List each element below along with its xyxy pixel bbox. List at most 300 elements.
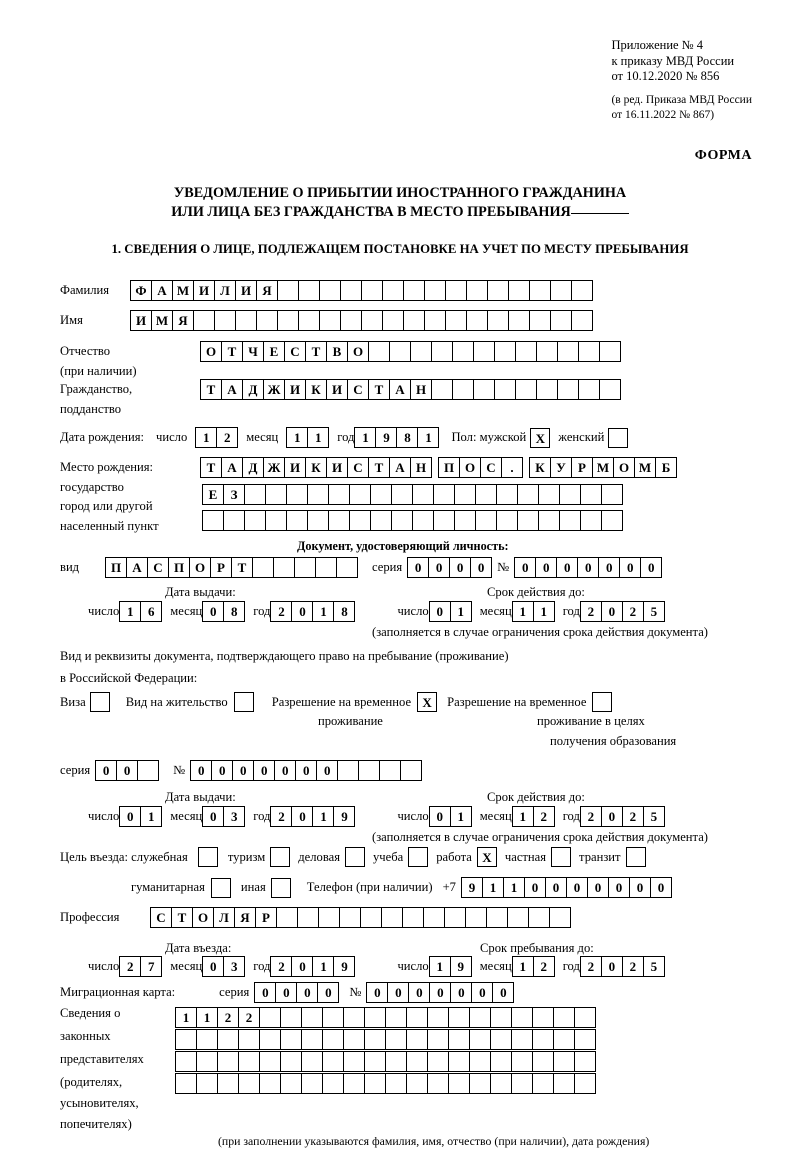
char-cell[interactable] bbox=[406, 1051, 428, 1072]
char-cell[interactable] bbox=[538, 484, 560, 505]
char-cell[interactable] bbox=[403, 310, 425, 331]
char-cell[interactable]: 8 bbox=[333, 601, 355, 622]
char-cell[interactable] bbox=[431, 341, 453, 362]
char-cell[interactable]: 0 bbox=[317, 982, 339, 1003]
char-cell[interactable] bbox=[301, 1073, 323, 1094]
char-cell[interactable] bbox=[466, 310, 488, 331]
char-cell[interactable]: П bbox=[105, 557, 127, 578]
char-cell[interactable]: 1 bbox=[196, 1007, 218, 1028]
permit-issue-year-input[interactable] bbox=[270, 806, 355, 827]
char-cell[interactable]: А bbox=[151, 280, 173, 301]
name-input[interactable] bbox=[130, 310, 593, 331]
char-cell[interactable] bbox=[508, 310, 530, 331]
char-cell[interactable]: У bbox=[550, 457, 572, 478]
char-cell[interactable]: 2 bbox=[580, 806, 602, 827]
birthplace-city-part1-input[interactable] bbox=[438, 457, 523, 478]
char-cell[interactable] bbox=[444, 907, 466, 928]
char-cell[interactable] bbox=[490, 1051, 512, 1072]
char-cell[interactable] bbox=[559, 510, 581, 531]
permit-valid-day-input[interactable] bbox=[429, 806, 472, 827]
char-cell[interactable]: Л bbox=[214, 280, 236, 301]
permit-valid-month-input[interactable] bbox=[512, 806, 555, 827]
char-cell[interactable]: 0 bbox=[492, 982, 514, 1003]
char-cell[interactable]: 2 bbox=[270, 956, 292, 977]
char-cell[interactable] bbox=[574, 1029, 596, 1050]
char-cell[interactable] bbox=[532, 1073, 554, 1094]
char-cell[interactable]: К bbox=[529, 457, 551, 478]
char-cell[interactable]: И bbox=[193, 280, 215, 301]
char-cell[interactable] bbox=[469, 1051, 491, 1072]
char-cell[interactable] bbox=[578, 379, 600, 400]
stay-month-input[interactable] bbox=[512, 956, 555, 977]
char-cell[interactable] bbox=[382, 310, 404, 331]
char-cell[interactable]: 1 bbox=[512, 956, 534, 977]
char-cell[interactable]: Т bbox=[221, 341, 243, 362]
purpose-private-checkbox[interactable] bbox=[551, 847, 571, 867]
char-cell[interactable] bbox=[580, 484, 602, 505]
char-cell[interactable] bbox=[391, 510, 413, 531]
char-cell[interactable]: А bbox=[221, 457, 243, 478]
char-cell[interactable]: 7 bbox=[140, 956, 162, 977]
char-cell[interactable]: 1 bbox=[417, 427, 439, 448]
char-cell[interactable] bbox=[319, 280, 341, 301]
char-cell[interactable] bbox=[454, 484, 476, 505]
char-cell[interactable]: 0 bbox=[296, 982, 318, 1003]
char-cell[interactable]: 0 bbox=[640, 557, 662, 578]
char-cell[interactable] bbox=[406, 1029, 428, 1050]
char-cell[interactable] bbox=[385, 1029, 407, 1050]
char-cell[interactable] bbox=[307, 484, 329, 505]
char-cell[interactable]: И bbox=[130, 310, 152, 331]
char-cell[interactable] bbox=[265, 484, 287, 505]
char-cell[interactable] bbox=[529, 310, 551, 331]
char-cell[interactable] bbox=[494, 341, 516, 362]
purpose-other-checkbox[interactable] bbox=[271, 878, 291, 898]
char-cell[interactable]: Д bbox=[242, 379, 264, 400]
char-cell[interactable]: 1 bbox=[307, 427, 329, 448]
phone-input[interactable] bbox=[461, 877, 672, 898]
char-cell[interactable]: 0 bbox=[291, 601, 313, 622]
char-cell[interactable] bbox=[508, 280, 530, 301]
birth-year-input[interactable] bbox=[354, 427, 439, 448]
char-cell[interactable] bbox=[601, 510, 623, 531]
char-cell[interactable]: 2 bbox=[216, 427, 238, 448]
char-cell[interactable] bbox=[490, 1007, 512, 1028]
char-cell[interactable] bbox=[515, 341, 537, 362]
char-cell[interactable] bbox=[259, 1073, 281, 1094]
char-cell[interactable] bbox=[400, 760, 422, 781]
char-cell[interactable]: Б bbox=[655, 457, 677, 478]
char-cell[interactable]: 2 bbox=[270, 601, 292, 622]
doc-valid-day-input[interactable] bbox=[429, 601, 472, 622]
char-cell[interactable] bbox=[382, 280, 404, 301]
permit-series-input[interactable] bbox=[95, 760, 159, 781]
char-cell[interactable] bbox=[343, 1029, 365, 1050]
char-cell[interactable]: 1 bbox=[450, 601, 472, 622]
char-cell[interactable] bbox=[301, 1051, 323, 1072]
char-cell[interactable] bbox=[599, 379, 621, 400]
char-cell[interactable] bbox=[557, 341, 579, 362]
purpose-business-checkbox[interactable] bbox=[345, 847, 365, 867]
char-cell[interactable]: 3 bbox=[223, 956, 245, 977]
char-cell[interactable]: Я bbox=[234, 907, 256, 928]
char-cell[interactable] bbox=[433, 510, 455, 531]
char-cell[interactable] bbox=[549, 907, 571, 928]
char-cell[interactable] bbox=[297, 907, 319, 928]
char-cell[interactable] bbox=[406, 1007, 428, 1028]
char-cell[interactable]: М bbox=[151, 310, 173, 331]
char-cell[interactable]: 1 bbox=[312, 806, 334, 827]
char-cell[interactable] bbox=[578, 341, 600, 362]
char-cell[interactable]: 5 bbox=[643, 601, 665, 622]
char-cell[interactable]: 2 bbox=[533, 956, 555, 977]
char-cell[interactable]: О bbox=[459, 457, 481, 478]
legal-rep-line3-input[interactable] bbox=[175, 1051, 596, 1072]
char-cell[interactable] bbox=[452, 341, 474, 362]
char-cell[interactable] bbox=[487, 310, 509, 331]
char-cell[interactable] bbox=[469, 1007, 491, 1028]
char-cell[interactable] bbox=[238, 1073, 260, 1094]
char-cell[interactable]: 1 bbox=[140, 806, 162, 827]
char-cell[interactable] bbox=[343, 1051, 365, 1072]
char-cell[interactable] bbox=[265, 510, 287, 531]
char-cell[interactable]: 8 bbox=[396, 427, 418, 448]
char-cell[interactable] bbox=[532, 1051, 554, 1072]
doc-kind-input[interactable] bbox=[105, 557, 358, 578]
char-cell[interactable] bbox=[364, 1073, 386, 1094]
char-cell[interactable] bbox=[337, 760, 359, 781]
entry-year-input[interactable] bbox=[270, 956, 355, 977]
char-cell[interactable]: 0 bbox=[514, 557, 536, 578]
char-cell[interactable]: К bbox=[305, 457, 327, 478]
char-cell[interactable]: О bbox=[347, 341, 369, 362]
char-cell[interactable] bbox=[529, 280, 551, 301]
char-cell[interactable]: Д bbox=[242, 457, 264, 478]
char-cell[interactable]: 0 bbox=[202, 806, 224, 827]
char-cell[interactable]: 0 bbox=[407, 557, 429, 578]
char-cell[interactable] bbox=[511, 1029, 533, 1050]
char-cell[interactable]: 1 bbox=[312, 601, 334, 622]
char-cell[interactable]: А bbox=[389, 457, 411, 478]
char-cell[interactable] bbox=[340, 280, 362, 301]
char-cell[interactable] bbox=[301, 1007, 323, 1028]
char-cell[interactable]: 1 bbox=[175, 1007, 197, 1028]
char-cell[interactable] bbox=[364, 1007, 386, 1028]
doc-valid-year-input[interactable] bbox=[580, 601, 665, 622]
doc-number-input[interactable] bbox=[514, 557, 662, 578]
char-cell[interactable]: 9 bbox=[333, 806, 355, 827]
char-cell[interactable] bbox=[379, 760, 401, 781]
char-cell[interactable]: 2 bbox=[217, 1007, 239, 1028]
legal-rep-line4-input[interactable] bbox=[175, 1073, 596, 1094]
char-cell[interactable]: 0 bbox=[274, 760, 296, 781]
char-cell[interactable]: М bbox=[172, 280, 194, 301]
char-cell[interactable]: Т bbox=[305, 341, 327, 362]
char-cell[interactable] bbox=[286, 484, 308, 505]
char-cell[interactable] bbox=[445, 280, 467, 301]
char-cell[interactable] bbox=[277, 310, 299, 331]
char-cell[interactable] bbox=[280, 1051, 302, 1072]
char-cell[interactable] bbox=[511, 1051, 533, 1072]
stay-year-input[interactable] bbox=[580, 956, 665, 977]
char-cell[interactable]: 0 bbox=[598, 557, 620, 578]
char-cell[interactable] bbox=[402, 907, 424, 928]
char-cell[interactable] bbox=[238, 1029, 260, 1050]
legal-rep-line1-input[interactable] bbox=[175, 1007, 596, 1028]
residence-permit-checkbox[interactable] bbox=[234, 692, 254, 712]
char-cell[interactable]: 0 bbox=[450, 982, 472, 1003]
char-cell[interactable] bbox=[553, 1007, 575, 1028]
char-cell[interactable]: 2 bbox=[238, 1007, 260, 1028]
char-cell[interactable] bbox=[259, 1051, 281, 1072]
purpose-service-checkbox[interactable] bbox=[198, 847, 218, 867]
char-cell[interactable]: П bbox=[168, 557, 190, 578]
char-cell[interactable]: 1 bbox=[450, 806, 472, 827]
char-cell[interactable]: 9 bbox=[461, 877, 483, 898]
char-cell[interactable] bbox=[385, 1007, 407, 1028]
birthplace-city-part2-input[interactable] bbox=[529, 457, 677, 478]
char-cell[interactable] bbox=[286, 510, 308, 531]
char-cell[interactable]: Л bbox=[213, 907, 235, 928]
char-cell[interactable]: 0 bbox=[295, 760, 317, 781]
char-cell[interactable] bbox=[553, 1051, 575, 1072]
patronymic-input[interactable] bbox=[200, 341, 621, 362]
char-cell[interactable]: 2 bbox=[580, 601, 602, 622]
char-cell[interactable]: Т bbox=[368, 379, 390, 400]
birth-month-input[interactable] bbox=[286, 427, 329, 448]
char-cell[interactable]: 1 bbox=[286, 427, 308, 448]
char-cell[interactable] bbox=[193, 310, 215, 331]
char-cell[interactable] bbox=[328, 510, 350, 531]
char-cell[interactable] bbox=[196, 1073, 218, 1094]
char-cell[interactable]: С bbox=[150, 907, 172, 928]
char-cell[interactable]: И bbox=[284, 457, 306, 478]
char-cell[interactable]: Е bbox=[202, 484, 224, 505]
char-cell[interactable]: 0 bbox=[291, 956, 313, 977]
char-cell[interactable] bbox=[475, 510, 497, 531]
doc-issue-month-input[interactable] bbox=[202, 601, 245, 622]
char-cell[interactable] bbox=[550, 280, 572, 301]
char-cell[interactable]: 0 bbox=[619, 557, 641, 578]
char-cell[interactable]: 0 bbox=[535, 557, 557, 578]
char-cell[interactable] bbox=[448, 1051, 470, 1072]
char-cell[interactable]: 1 bbox=[533, 601, 555, 622]
char-cell[interactable] bbox=[385, 1051, 407, 1072]
char-cell[interactable] bbox=[358, 760, 380, 781]
char-cell[interactable]: 0 bbox=[408, 982, 430, 1003]
char-cell[interactable] bbox=[515, 379, 537, 400]
char-cell[interactable] bbox=[403, 280, 425, 301]
char-cell[interactable] bbox=[473, 379, 495, 400]
doc-issue-day-input[interactable] bbox=[119, 601, 162, 622]
char-cell[interactable]: 1 bbox=[512, 806, 534, 827]
char-cell[interactable] bbox=[256, 310, 278, 331]
char-cell[interactable]: 9 bbox=[375, 427, 397, 448]
char-cell[interactable]: Я bbox=[256, 280, 278, 301]
char-cell[interactable] bbox=[496, 510, 518, 531]
char-cell[interactable]: Т bbox=[368, 457, 390, 478]
char-cell[interactable] bbox=[490, 1029, 512, 1050]
char-cell[interactable] bbox=[301, 1029, 323, 1050]
char-cell[interactable]: 0 bbox=[316, 760, 338, 781]
char-cell[interactable]: 0 bbox=[366, 982, 388, 1003]
purpose-study-checkbox[interactable] bbox=[408, 847, 428, 867]
char-cell[interactable]: 0 bbox=[95, 760, 117, 781]
char-cell[interactable]: 2 bbox=[622, 601, 644, 622]
char-cell[interactable]: 0 bbox=[587, 877, 609, 898]
char-cell[interactable]: 0 bbox=[232, 760, 254, 781]
char-cell[interactable]: 8 bbox=[223, 601, 245, 622]
char-cell[interactable]: С bbox=[347, 379, 369, 400]
doc-series-input[interactable] bbox=[407, 557, 492, 578]
char-cell[interactable]: 0 bbox=[387, 982, 409, 1003]
char-cell[interactable]: 0 bbox=[291, 806, 313, 827]
char-cell[interactable] bbox=[196, 1051, 218, 1072]
purpose-tourism-checkbox[interactable] bbox=[270, 847, 290, 867]
sex-female-checkbox[interactable] bbox=[608, 428, 628, 448]
char-cell[interactable]: И bbox=[326, 379, 348, 400]
char-cell[interactable] bbox=[433, 484, 455, 505]
legal-rep-line2-input[interactable] bbox=[175, 1029, 596, 1050]
char-cell[interactable]: 1 bbox=[429, 956, 451, 977]
char-cell[interactable] bbox=[364, 1029, 386, 1050]
char-cell[interactable] bbox=[511, 1007, 533, 1028]
char-cell[interactable] bbox=[175, 1073, 197, 1094]
char-cell[interactable] bbox=[339, 907, 361, 928]
entry-day-input[interactable] bbox=[119, 956, 162, 977]
char-cell[interactable] bbox=[557, 379, 579, 400]
char-cell[interactable] bbox=[244, 510, 266, 531]
char-cell[interactable] bbox=[217, 1051, 239, 1072]
char-cell[interactable] bbox=[487, 280, 509, 301]
char-cell[interactable] bbox=[361, 310, 383, 331]
char-cell[interactable] bbox=[259, 1029, 281, 1050]
char-cell[interactable] bbox=[137, 760, 159, 781]
char-cell[interactable] bbox=[496, 484, 518, 505]
char-cell[interactable]: 2 bbox=[270, 806, 292, 827]
char-cell[interactable] bbox=[574, 1051, 596, 1072]
char-cell[interactable] bbox=[223, 510, 245, 531]
char-cell[interactable] bbox=[343, 1007, 365, 1028]
char-cell[interactable] bbox=[280, 1029, 302, 1050]
char-cell[interactable] bbox=[465, 907, 487, 928]
card-number-input[interactable] bbox=[366, 982, 514, 1003]
surname-input[interactable] bbox=[130, 280, 593, 301]
char-cell[interactable]: 1 bbox=[354, 427, 376, 448]
char-cell[interactable] bbox=[475, 484, 497, 505]
char-cell[interactable] bbox=[214, 310, 236, 331]
char-cell[interactable]: 2 bbox=[533, 806, 555, 827]
char-cell[interactable]: 2 bbox=[622, 806, 644, 827]
char-cell[interactable]: 1 bbox=[312, 956, 334, 977]
char-cell[interactable] bbox=[175, 1051, 197, 1072]
char-cell[interactable]: П bbox=[438, 457, 460, 478]
char-cell[interactable]: О bbox=[613, 457, 635, 478]
char-cell[interactable]: О bbox=[200, 341, 222, 362]
char-cell[interactable] bbox=[322, 1073, 344, 1094]
char-cell[interactable] bbox=[280, 1073, 302, 1094]
char-cell[interactable]: 0 bbox=[577, 557, 599, 578]
temp-residence-checkbox[interactable]: X bbox=[417, 692, 437, 712]
char-cell[interactable]: К bbox=[305, 379, 327, 400]
char-cell[interactable] bbox=[553, 1073, 575, 1094]
char-cell[interactable] bbox=[423, 907, 445, 928]
char-cell[interactable] bbox=[175, 1029, 197, 1050]
char-cell[interactable] bbox=[406, 1073, 428, 1094]
char-cell[interactable]: Ч bbox=[242, 341, 264, 362]
char-cell[interactable]: Н bbox=[410, 457, 432, 478]
char-cell[interactable]: 0 bbox=[601, 956, 623, 977]
char-cell[interactable] bbox=[427, 1029, 449, 1050]
char-cell[interactable] bbox=[217, 1029, 239, 1050]
char-cell[interactable]: 0 bbox=[202, 601, 224, 622]
citizenship-input[interactable] bbox=[200, 379, 621, 400]
char-cell[interactable] bbox=[424, 280, 446, 301]
char-cell[interactable]: А bbox=[221, 379, 243, 400]
char-cell[interactable] bbox=[343, 1073, 365, 1094]
char-cell[interactable] bbox=[445, 310, 467, 331]
doc-valid-month-input[interactable] bbox=[512, 601, 555, 622]
char-cell[interactable]: И bbox=[284, 379, 306, 400]
char-cell[interactable] bbox=[553, 1029, 575, 1050]
char-cell[interactable] bbox=[319, 310, 341, 331]
char-cell[interactable]: 0 bbox=[608, 877, 630, 898]
stay-day-input[interactable] bbox=[429, 956, 472, 977]
char-cell[interactable]: 1 bbox=[512, 601, 534, 622]
char-cell[interactable]: С bbox=[480, 457, 502, 478]
char-cell[interactable] bbox=[410, 341, 432, 362]
char-cell[interactable]: 0 bbox=[429, 806, 451, 827]
char-cell[interactable]: О bbox=[192, 907, 214, 928]
char-cell[interactable] bbox=[599, 341, 621, 362]
char-cell[interactable]: 1 bbox=[503, 877, 525, 898]
char-cell[interactable]: 1 bbox=[195, 427, 217, 448]
char-cell[interactable]: 0 bbox=[211, 760, 233, 781]
char-cell[interactable] bbox=[469, 1073, 491, 1094]
char-cell[interactable]: С bbox=[284, 341, 306, 362]
char-cell[interactable] bbox=[536, 341, 558, 362]
char-cell[interactable] bbox=[452, 379, 474, 400]
char-cell[interactable] bbox=[370, 484, 392, 505]
purpose-work-checkbox[interactable]: X bbox=[477, 847, 497, 867]
char-cell[interactable]: 1 bbox=[119, 601, 141, 622]
doc-issue-year-input[interactable] bbox=[270, 601, 355, 622]
char-cell[interactable] bbox=[328, 484, 350, 505]
char-cell[interactable]: Т bbox=[200, 379, 222, 400]
char-cell[interactable] bbox=[486, 907, 508, 928]
char-cell[interactable] bbox=[448, 1073, 470, 1094]
char-cell[interactable]: З bbox=[223, 484, 245, 505]
char-cell[interactable] bbox=[517, 484, 539, 505]
char-cell[interactable]: С bbox=[347, 457, 369, 478]
char-cell[interactable]: А bbox=[389, 379, 411, 400]
char-cell[interactable] bbox=[349, 510, 371, 531]
char-cell[interactable] bbox=[307, 510, 329, 531]
char-cell[interactable] bbox=[368, 341, 390, 362]
char-cell[interactable] bbox=[571, 310, 593, 331]
card-series-input[interactable] bbox=[254, 982, 339, 1003]
char-cell[interactable] bbox=[412, 510, 434, 531]
char-cell[interactable] bbox=[448, 1007, 470, 1028]
char-cell[interactable]: 0 bbox=[275, 982, 297, 1003]
char-cell[interactable]: О bbox=[189, 557, 211, 578]
char-cell[interactable] bbox=[217, 1073, 239, 1094]
char-cell[interactable]: Р bbox=[255, 907, 277, 928]
char-cell[interactable] bbox=[427, 1007, 449, 1028]
char-cell[interactable] bbox=[571, 280, 593, 301]
char-cell[interactable] bbox=[340, 310, 362, 331]
char-cell[interactable] bbox=[601, 484, 623, 505]
